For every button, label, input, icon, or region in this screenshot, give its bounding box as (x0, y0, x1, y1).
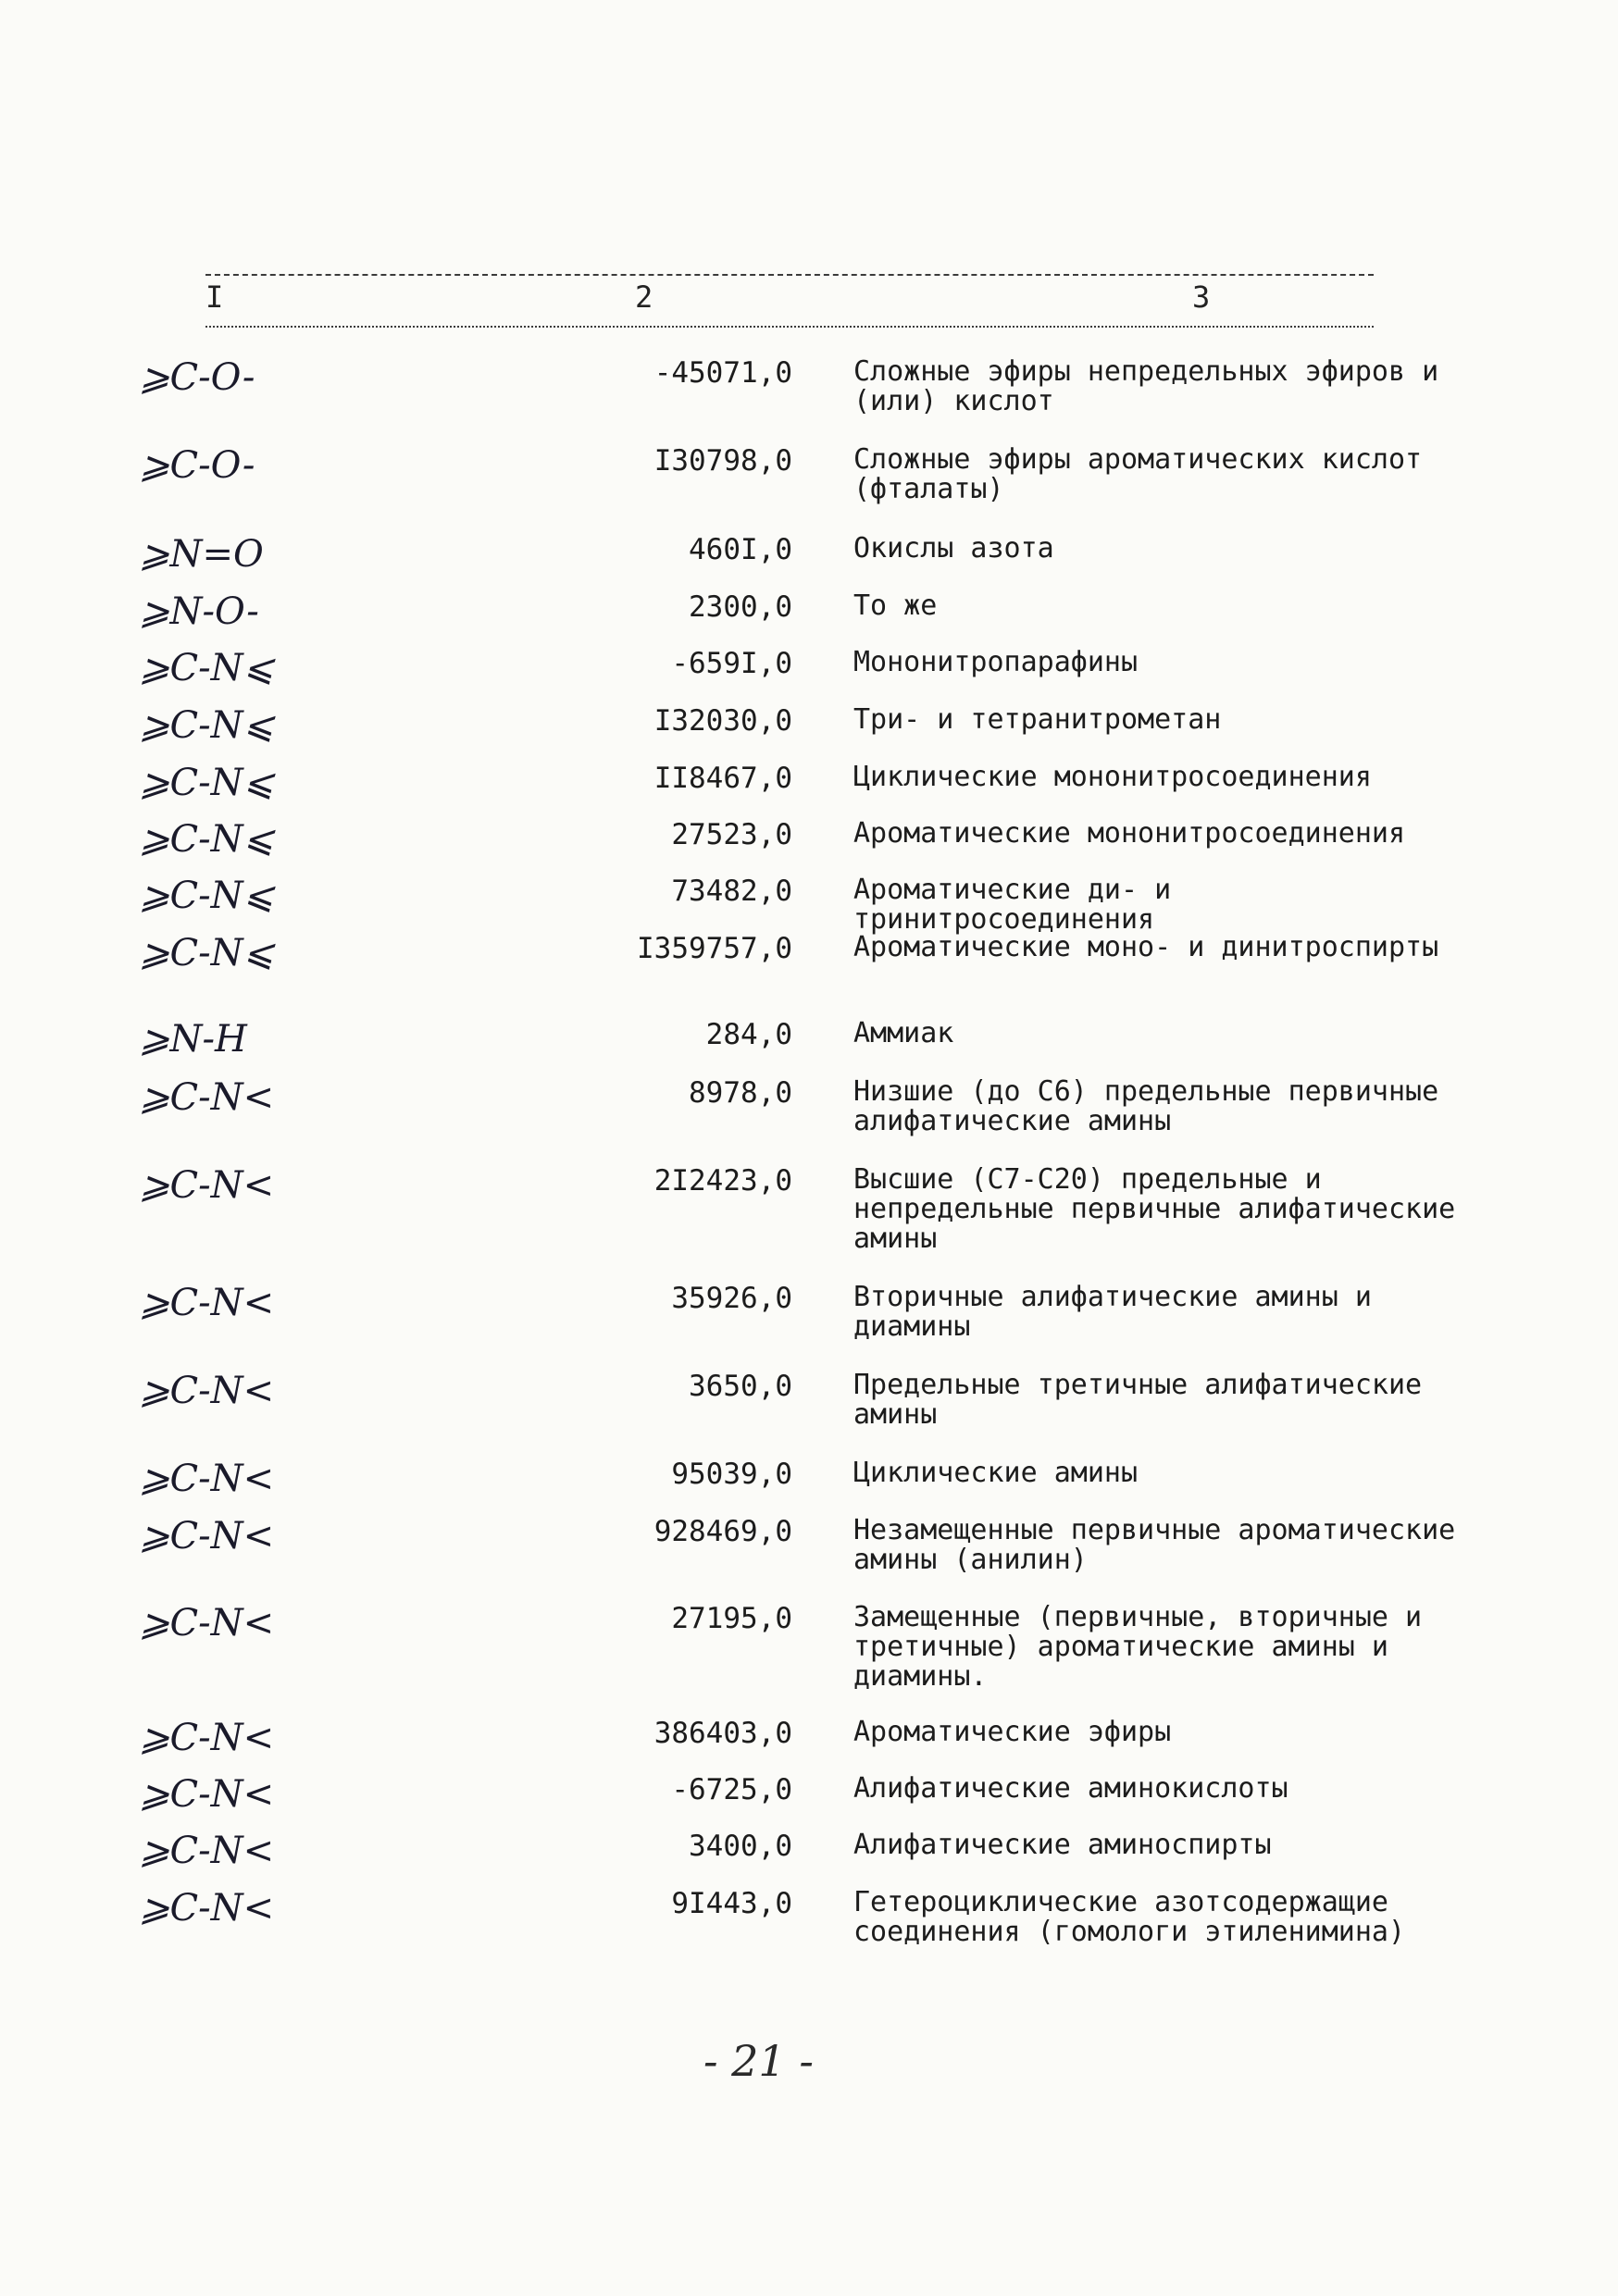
table-header-rule (205, 326, 1374, 328)
value-cell: 95039,0 (671, 1458, 792, 1491)
value-cell: I359757,0 (637, 932, 792, 965)
value-cell: I30798,0 (653, 444, 792, 478)
value-cell: 2300,0 (689, 590, 792, 624)
value-cell: 386403,0 (653, 1717, 792, 1750)
description-cell: Сложные эфиры ароматических кислот (фталаты) (853, 443, 1423, 505)
formula-cell: ⩾C-N⩽ (139, 875, 275, 917)
value-cell: II8467,0 (653, 762, 792, 795)
description-cell: Ароматические мононитросоединения (853, 817, 1406, 850)
description-cell: Алифатические аминоспирты (853, 1829, 1272, 1861)
formula-cell: ⩾C-N⩽ (139, 762, 275, 804)
formula-cell: ⩾C-N< (139, 1458, 275, 1500)
formula-cell: ⩾C-N< (139, 1717, 275, 1759)
description-cell: Циклические амины (853, 1457, 1139, 1489)
formula-cell: ⩾C-N< (139, 1887, 275, 1930)
description-cell: Три- и тетранитрометан (853, 703, 1222, 736)
value-cell: 27195,0 (671, 1602, 792, 1635)
formula-cell: ⩾C-O- (139, 356, 255, 399)
description-cell: Сложные эфиры непредельных эфиров и (или) кислот (853, 355, 1439, 417)
formula-cell: ⩾C-N< (139, 1602, 275, 1644)
description-cell: Вторичные алифатические амины и диамины (853, 1281, 1372, 1343)
formula-cell: ⩾C-N< (139, 1164, 275, 1207)
formula-cell: ⩾C-N⩽ (139, 932, 275, 974)
column-header-2: 2 (635, 279, 653, 315)
description-cell: Высшие (C7-C20) предельные и непредельные первичные алифатические амины (853, 1163, 1456, 1255)
description-cell: Замещенные (первичные, вторичные и третичные) ароматические амины и диамины. (853, 1601, 1423, 1693)
value-cell: 27523,0 (671, 818, 792, 851)
value-cell: 35926,0 (671, 1282, 792, 1315)
value-cell: -659I,0 (671, 647, 792, 680)
description-cell: Низшие (до C6) предельные первичные алифатические амины (853, 1075, 1439, 1137)
description-cell: Гетероциклические азотсодержащие соединения (гомологи этиленимина) (853, 1886, 1406, 1948)
formula-cell: ⩾C-N⩽ (139, 647, 275, 689)
value-cell: -6725,0 (671, 1773, 792, 1806)
value-cell: 284,0 (705, 1018, 792, 1051)
formula-cell: ⩾C-N⩽ (139, 704, 275, 747)
description-cell: Незамещенные первичные ароматические амины (анилин) (853, 1514, 1456, 1576)
description-cell: Окислы азота (853, 532, 1054, 565)
description-cell: Предельные третичные алифатические амины (853, 1369, 1423, 1431)
value-cell: -45071,0 (653, 356, 792, 390)
description-cell: То же (853, 590, 938, 622)
formula-cell: ⩾C-N< (139, 1773, 275, 1816)
value-cell: 8978,0 (689, 1076, 792, 1110)
formula-cell: ⩾C-N< (139, 1830, 275, 1872)
formula-cell: ⩾N-O- (139, 590, 259, 633)
table-top-rule (205, 274, 1374, 276)
description-cell: Ароматические моно- и динитроспирты (853, 931, 1439, 963)
formula-cell: ⩾C-O- (139, 444, 255, 487)
value-cell: 928469,0 (653, 1515, 792, 1548)
value-cell: 9I443,0 (671, 1887, 792, 1920)
formula-cell: ⩾N-H (139, 1018, 247, 1061)
formula-cell: ⩾C-N< (139, 1370, 275, 1412)
value-cell: I32030,0 (653, 704, 792, 738)
formula-cell: ⩾C-N⩽ (139, 818, 275, 861)
column-header-1: I (205, 279, 224, 315)
page-number: - 21 - (703, 2036, 814, 2086)
description-cell: Алифатические аминокислоты (853, 1772, 1288, 1805)
description-cell: Циклические мононитросоединения (853, 761, 1372, 793)
column-header-3: 3 (1192, 279, 1211, 315)
formula-cell: ⩾C-N< (139, 1282, 275, 1324)
value-cell: 3400,0 (689, 1830, 792, 1863)
description-cell: Аммиак (853, 1017, 954, 1049)
value-cell: 460I,0 (689, 533, 792, 566)
value-cell: 3650,0 (689, 1370, 792, 1403)
description-cell: Мононитропарафины (853, 646, 1139, 678)
description-cell: Ароматические эфиры (853, 1716, 1172, 1748)
value-cell: 73482,0 (671, 875, 792, 908)
value-cell: 2I2423,0 (653, 1164, 792, 1198)
formula-cell: ⩾C-N< (139, 1076, 275, 1119)
formula-cell: ⩾C-N< (139, 1515, 275, 1558)
formula-cell: ⩾N=O (139, 533, 264, 576)
description-cell: Ароматические ди- и тринитросоединения (853, 874, 1172, 936)
